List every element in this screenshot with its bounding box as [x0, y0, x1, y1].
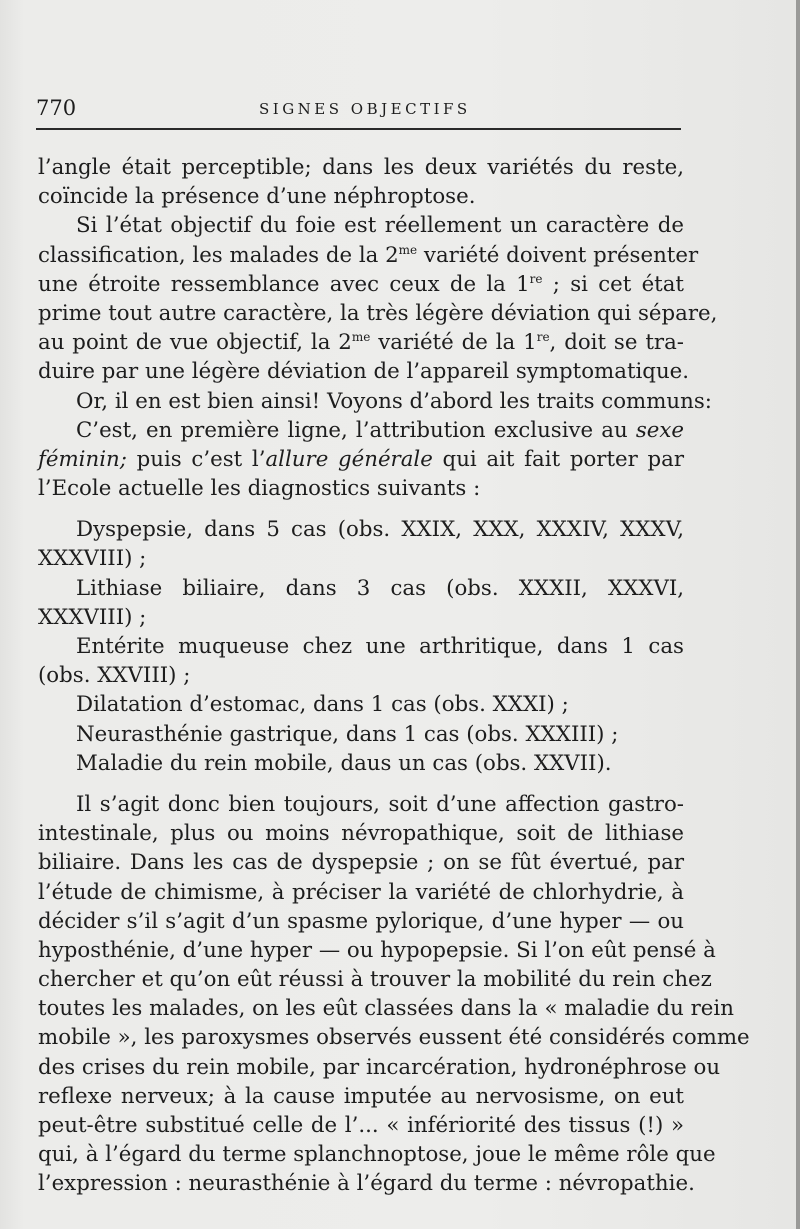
list-item-line: Lithiase biliaire, dans 3 cas (obs. XXXII, XXXVI, — [76, 575, 684, 601]
list-item-line: Entérite muqueuse chez une arthritique, dans 1 cas — [76, 634, 684, 659]
text-segment: ; si cet état — [542, 271, 684, 297]
text-line: décider s’il s’agit d’un spasme pylorique, d’une hyper — ou — [38, 908, 684, 934]
list-item-line: XXXVIII) ; — [38, 546, 147, 572]
text-segment: au point de vue objectif, la 2 — [38, 330, 352, 356]
running-head: SIGNES OBJECTIFS — [259, 100, 471, 118]
text-segment: variété doivent présenter — [417, 242, 699, 268]
text-segment: , doit se tra- — [549, 330, 684, 356]
list-item-line: (obs. XXVIII) ; — [38, 663, 191, 689]
text-line: prime tout autre caractère, la très légère déviation qui sépare, — [38, 300, 718, 326]
text-segment: une étroite ressemblance avec ceux de la 1 — [38, 271, 530, 297]
text-line: toutes les malades, on les eût classées dans la « maladie du rein — [38, 996, 734, 1022]
page-header — [36, 96, 681, 128]
page-edge-shadow — [796, 0, 800, 1229]
text-line: l’expression : neurasthénie à l’égard du terme : névropathie. — [38, 1171, 695, 1197]
text-line: biliaire. Dans les cas de dyspepsie ; on se fût évertué, par — [38, 850, 684, 876]
list-item-line: Dyspepsie, dans 5 cas (obs. XXIX, XXX, XXXIV, XXXV, — [76, 517, 684, 543]
text-line: Or, il en est bien ainsi! Voyons d’abord les traits communs: — [76, 388, 712, 414]
text-line — [38, 241, 699, 270]
text-line: hyposthénie, d’une hyper — ou hypopepsie. Si l’on eût pensé à — [38, 937, 716, 963]
text-line: qui, à l’égard du terme splanchnoptose, joue le même rôle que — [38, 1142, 716, 1168]
text-segment: classification, les malades de la 2 — [38, 242, 399, 268]
text-line: Si l’état objectif du foie est réellement un caractère de — [76, 213, 684, 239]
text-line — [38, 416, 684, 445]
header-rule — [36, 128, 681, 130]
text-line: l’Ecole actuelle les diagnostics suivants : — [38, 476, 481, 502]
list-item-line: Dilatation d’estomac, dans 1 cas (obs. XXXI) ; — [76, 692, 569, 718]
text-line: des crises du rein mobile, par incarcération, hydronéphrose ou — [38, 1054, 721, 1080]
text-line — [38, 328, 684, 357]
italic-text: sexe — [635, 417, 684, 443]
text-line: duire par une légère déviation de l’appareil symptomatique. — [38, 359, 690, 385]
text-line: l’angle était perceptible; dans les deux variétés du reste, — [38, 155, 684, 180]
page-number: 770 — [36, 96, 77, 120]
text-line: reflexe nerveux; à la cause imputée au nervosisme, on eut — [38, 1083, 684, 1109]
text-line: peut-être substitué celle de l’... « infériorité des tissus (!) » — [38, 1113, 684, 1138]
text-segment: qui ait fait porter par — [432, 446, 685, 472]
text-line — [38, 270, 684, 299]
superscript: me — [398, 242, 418, 257]
italic-text: allure générale — [265, 446, 433, 472]
superscript: re — [536, 330, 550, 345]
list-item-line: XXXVIII) ; — [38, 604, 147, 630]
text-segment: variété de la 1 — [370, 330, 537, 356]
text-line: coïncide la présence d’une néphroptose. — [38, 184, 476, 210]
italic-text: féminin; — [38, 446, 127, 472]
text-line: Il s’agit donc bien toujours, soit d’une affection gastro- — [76, 791, 684, 817]
list-item-line: Maladie du rein mobile, daus un cas (obs. XXVII). — [76, 750, 612, 776]
text-line: chercher et qu’on eût réussi à trouver la mobilité du rein chez — [38, 967, 712, 993]
superscript: re — [529, 271, 543, 286]
text-line: mobile », les paroxysmes observés eussent été considérés comme — [38, 1025, 750, 1051]
body-text — [38, 153, 750, 1199]
text-line: intestinale, plus ou moins névropathique, soit de lithiase — [38, 821, 684, 847]
text-line — [38, 445, 684, 474]
superscript: me — [351, 330, 371, 345]
text-segment: puis c’est l’ — [126, 446, 266, 472]
list-item-line: Neurasthénie gastrique, dans 1 cas (obs. XXXIII) ; — [76, 721, 619, 747]
text-line: l’étude de chimisme, à préciser la variété de chlorhydrie, à — [38, 879, 684, 905]
text-segment: C’est, en première ligne, l’attribution exclusive au — [76, 417, 636, 443]
